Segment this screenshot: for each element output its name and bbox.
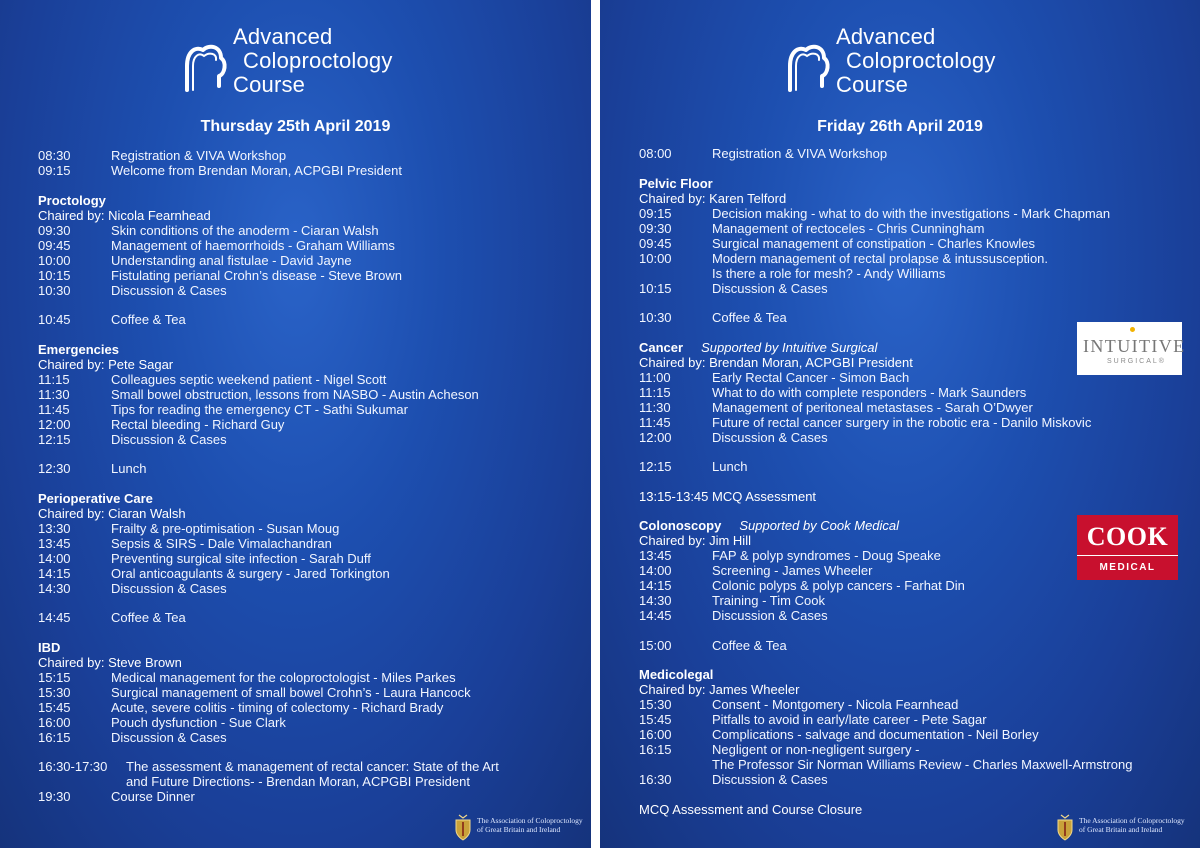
time: 16:15 [38,729,71,745]
session: Management of haemorrhoids - Graham Williams [111,237,395,253]
session: Registration & VIVA Workshop [111,148,287,163]
schedule-row [38,402,583,417]
schedule-row [38,551,583,566]
cook-logo-sub: MEDICAL [1099,562,1156,573]
break-row [38,610,583,625]
schedule-row [639,742,1194,757]
section-title-cancer: Cancer Supported by Intuitive Surgical [639,339,878,355]
session: Understanding anal fistulae - David Jayne [111,252,352,268]
schedule-row [639,400,1194,415]
session: Course Dinner [111,789,195,804]
schedule-row [38,372,583,387]
section-title-emergencies: Emergencies [38,341,119,357]
association-mark [453,812,591,848]
session: Modern management of rectal prolapse & intussusception. [712,250,1049,266]
time: 15:30 [38,684,71,700]
session: Discussion & Cases [111,431,227,447]
session: Coffee & Tea [712,310,787,325]
schedule-row [639,415,1194,430]
session: Future of rectal cancer surgery in the robotic era - Danilo Miskovic [712,414,1092,430]
session: Pouch dysfunction - Sue Clark [111,714,286,730]
session: Discussion & Cases [111,580,227,596]
session: Coffee & Tea [111,610,186,625]
schedule-row [38,670,583,685]
session: Registration & VIVA Workshop [712,146,888,161]
logo-line-3: Course [836,72,909,97]
session: Consent - Montgomery - Nicola Fearnhead [712,697,959,712]
schedule-row [639,251,1194,266]
schedule-row [38,268,583,283]
schedule-row [38,417,583,432]
schedule-row [38,283,583,298]
time: 12:00 [38,416,71,432]
session: Frailty & pre-optimisation - Susan Moug [111,520,340,536]
dinner-row [38,789,583,804]
lecture-row [38,759,583,774]
session: Screening - James Wheeler [712,563,873,578]
schedule-row [38,581,583,596]
schedule-row [38,387,583,402]
time: 14:00 [38,550,71,566]
time: 14:15 [38,565,71,581]
lunch-row [38,461,583,476]
time: 11:15 [639,384,671,400]
logo-line-1: Advanced [233,24,333,49]
schedule-row [639,697,1194,712]
schedule-row [639,236,1194,251]
crest-icon [453,814,473,842]
session: Lunch [712,459,748,474]
session: Rectal bleeding - Richard Guy [111,416,285,432]
schedule-row [38,730,583,745]
lunch-row [639,459,1194,474]
colon-logo-icon [778,40,832,96]
schedule-row [639,712,1194,727]
section-chair: Chaired by: Karen Telford [639,190,787,206]
schedule-row [38,700,583,715]
schedule-row [38,536,583,551]
schedule-row [38,238,583,253]
session: Discussion & Cases [111,282,227,298]
session: Decision making - what to do with the investigations - Mark Chapman [712,205,1111,221]
section-chair: Chaired by: James Wheeler [639,682,800,697]
schedule-row [639,430,1194,445]
session: Coffee & Tea [712,637,787,653]
time: 16:00 [639,727,672,742]
schedule-row [38,521,583,536]
schedule-row [639,578,1194,593]
time: 15:30 [639,697,672,712]
time: 14:15 [639,578,672,593]
intuitive-logo-name: INTUITIVE [1083,336,1186,356]
time: 14:30 [639,593,672,608]
course-closure-row: MCQ Assessment and Course Closure [639,801,863,817]
time: 15:45 [38,699,71,715]
section-chair: Chaired by: Ciaran Walsh [38,505,186,521]
session: Pitfalls to avoid in early/late career - Pete Sagar [712,712,987,727]
intuitive-surgical-logo [1077,322,1186,375]
intuitive-logo-sub: SURGICAL® [1107,358,1166,365]
session: Discussion & Cases [111,729,227,745]
schedule-row [639,385,1194,400]
section-title-medicolegal: Medicolegal [639,667,714,682]
session: Discussion & Cases [712,429,828,445]
logo-line-3: Course [233,72,306,97]
friday-programme-page [600,0,1200,848]
association-name: The Association of Coloproctology of Great Britain and Ireland [477,816,583,834]
session: Preventing surgical site infection - Sarah Duff [111,550,371,566]
association-name: The Association of Coloproctology of Great Britain and Ireland [1079,816,1185,834]
friday-heading: Friday 26th April 2019 [817,118,983,135]
logo-line-2: Coloproctology [846,48,996,73]
lecture-row-cont [38,774,583,789]
thursday-schedule [38,148,583,804]
association-mark [1055,812,1200,848]
session: The Professor Sir Norman Williams Review - Charles Maxwell-Armstrong [712,757,1133,772]
time: 11:00 [639,369,671,385]
session: Complications - salvage and documentation - Neil Borley [712,727,1039,742]
break-row [38,312,583,327]
time: 12:30 [38,461,71,476]
session: Discussion & Cases [712,608,828,623]
schedule-row [38,253,583,268]
session: Sepsis & SIRS - Dale Vimalachandran [111,535,332,551]
session: Surgical management of constipation - Charles Knowles [712,235,1036,251]
schedule-row [38,566,583,581]
time: 08:30 [38,148,71,163]
time: 09:30 [639,220,672,236]
session: Fistulating perianal Crohn’s disease - Steve Brown [111,267,402,283]
schedule-row [639,772,1194,787]
session: Colonic polyps & polyp cancers - Farhat Din [712,578,965,593]
break-row [639,638,1194,653]
section-title-colonoscopy: Colonoscopy Supported by Cook Medical [639,518,900,533]
session: Welcome from Brendan Moran, ACPGBI President [111,163,402,178]
session: Tips for reading the emergency CT - Sathi Sukumar [111,401,408,417]
time: 09:15 [639,205,672,221]
session: Colleagues septic weekend patient - Nigel Scott [111,371,387,387]
logo-dot-icon [1130,327,1135,332]
time: 15:15 [38,669,71,685]
session: Oral anticoagulants & surgery - Jared Torkington [111,565,390,581]
session: Negligent or non-negligent surgery - [712,742,920,757]
section-chair: Chaired by: Brendan Moran, ACPGBI President [639,354,913,370]
session: Is there a role for mesh? - Andy Williams [712,265,946,281]
schedule-row [639,221,1194,236]
session: Acute, severe colitis - timing of colectomy - Richard Brady [111,699,444,715]
schedule-row [639,206,1194,221]
time: 11:15 [38,371,70,387]
time: 10:45 [38,312,71,327]
logo-line-2: Coloproctology [243,48,393,73]
session: Early Rectal Cancer - Simon Bach [712,369,910,385]
time: 12:00 [639,429,672,445]
time: 10:15 [639,280,672,296]
time: 16:15 [639,742,672,757]
session: Management of rectoceles - Chris Cunningham [712,220,985,236]
time: 09:45 [639,235,672,251]
session: Discussion & Cases [712,280,828,296]
time: 11:30 [38,386,70,402]
cook-medical-logo [1077,515,1178,580]
sponsor-note: Supported by Cook Medical [739,518,900,533]
time: 15:45 [639,712,672,727]
time: 14:00 [639,563,672,578]
section-title-perioperative: Perioperative Care [38,490,153,506]
time: 11:45 [38,401,70,417]
session: The assessment & management of rectal cancer: State of the Art [126,759,499,774]
friday-schedule [639,146,1194,817]
schedule-row [639,281,1194,296]
schedule-row [38,163,583,178]
session: FAP & polyp syndromes - Doug Speake [712,548,941,563]
section-chair: Chaired by: Steve Brown [38,654,182,670]
session: and Future Directions- - Brendan Moran, ACPGBI President [126,774,470,789]
time: 09:30 [38,222,71,238]
time: 08:00 [639,146,672,161]
section-title-proctology: Proctology [38,192,106,208]
colon-logo-icon [175,40,229,96]
session: Skin conditions of the anoderm - Ciaran Walsh [111,222,379,238]
schedule-row [639,146,1194,161]
time: 10:00 [38,252,71,268]
section-chair: Chaired by: Pete Sagar [38,356,174,372]
time: 15:00 [639,637,672,653]
schedule-row [38,432,583,447]
course-logo [778,26,1048,98]
schedule-row [639,593,1194,608]
logo-line-1: Advanced [836,24,936,49]
section-title-ibd: IBD [38,639,61,655]
time: 13:45 [38,535,71,551]
schedule-row [639,727,1194,742]
time: 10:30 [38,282,71,298]
session: Management of peritoneal metastases - Sarah O’Dwyer [712,399,1033,415]
cook-logo-name: COOK [1086,522,1169,551]
thursday-programme-page [0,0,591,848]
section-chair: Chaired by: Jim Hill [639,533,751,548]
time: 16:30 [639,772,672,787]
section-chair: Chaired by: Nicola Fearnhead [38,207,211,223]
session: Coffee & Tea [111,312,186,327]
crest-icon [1055,814,1075,842]
time: 14:45 [38,610,71,625]
thursday-heading: Thursday 25th April 2019 [200,118,391,135]
session: Lunch [111,461,147,476]
time: 09:15 [38,163,71,178]
session: Surgical management of small bowel Crohn’s - Laura Hancock [111,684,471,700]
time: 11:45 [639,414,671,430]
time: 16:30-17:30 [38,759,108,774]
cook-logo-divider [1077,555,1178,556]
course-logo [175,26,445,98]
time: 10:15 [38,267,71,283]
time: 10:30 [639,310,672,325]
mcq-assessment-row: 13:15-13:45 MCQ Assessment [639,488,817,504]
time: 13:30 [38,520,71,536]
schedule-row [38,223,583,238]
time: 14:45 [639,608,672,623]
session: Discussion & Cases [712,772,828,787]
time: 12:15 [639,459,672,474]
section-title-pelvic-floor: Pelvic Floor [639,175,713,191]
schedule-row [639,608,1194,623]
session: What to do with complete responders - Mark Saunders [712,384,1027,400]
session: Medical management for the coloproctologist - Miles Parkes [111,669,456,685]
time: 12:15 [38,431,71,447]
time: 11:30 [639,399,671,415]
time: 16:00 [38,714,71,730]
session: Training - Tim Cook [712,593,825,608]
time: 19:30 [38,789,71,804]
schedule-row-cont [639,757,1194,772]
sponsor-note: Supported by Intuitive Surgical [701,339,878,355]
schedule-row [38,715,583,730]
time: 10:00 [639,250,672,266]
schedule-row [38,148,583,163]
time: 14:30 [38,580,71,596]
session: Small bowel obstruction, lessons from NASBO - Austin Acheson [111,386,479,402]
schedule-row-cont [639,266,1194,281]
time: 09:45 [38,237,71,253]
time: 13:45 [639,548,672,563]
schedule-row [38,685,583,700]
